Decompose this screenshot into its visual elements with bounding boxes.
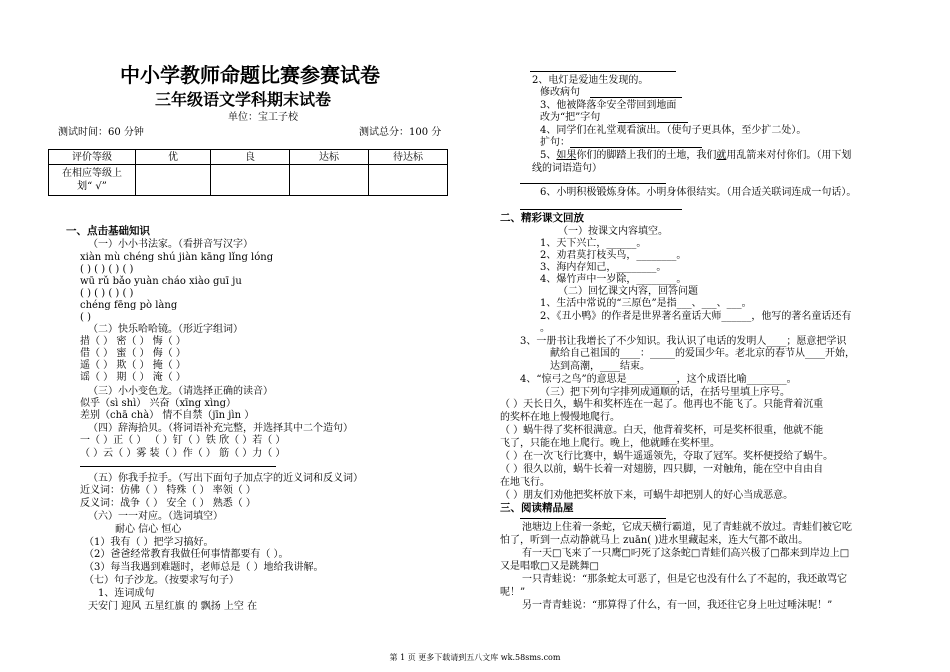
- recall-part-2-title: （二）回忆课文内容，回答问题: [558, 286, 698, 297]
- underlined-word-then: 就: [716, 150, 727, 161]
- recall-question-1[interactable]: 1、生活中常说的“三原色”是指___、___、___。: [540, 298, 752, 309]
- order-sentence-1-cont: 的奖杯在地上慢慢地爬行。: [500, 412, 620, 423]
- word-group-row[interactable]: 措（ ） 密（ ） 悔（ ）: [80, 336, 186, 347]
- pinyin-row-1: xiàn mù chéng shú jiàn kāng lǐng lóng: [80, 252, 274, 263]
- part-3-title: （三）小小变色龙。（请选择正确的读音）: [88, 386, 273, 397]
- question-2-instruction: 修改病句: [540, 87, 580, 98]
- question-5-continued: 线的词语造句）: [532, 163, 602, 174]
- recall-question-3[interactable]: 3、一册书让我增长了不少知识。我认识了电话的发明人____；愿意把学识: [520, 336, 847, 347]
- recall-item-4[interactable]: 4、爆竹声中一岁除，________。: [540, 274, 687, 285]
- recall-question-2-end: 。: [540, 323, 550, 334]
- idiom-row-1[interactable]: 一（ ）正（ ） （ ）钉（ ）铁 欣（ ）若（ ）: [80, 435, 286, 446]
- part-7-title: （七）句子沙龙。（按要求写句子）: [84, 575, 239, 586]
- fill-sentence-1[interactable]: （1）我有（ ）把学习搞好。: [84, 537, 214, 548]
- question-5-text: 你们的脚踏上我们的土地，我们: [576, 150, 717, 161]
- part-4-title: （四）辞海拾贝。（将词语补充完整，并选择其中二个造句）: [88, 423, 353, 434]
- recall-item-1[interactable]: 1、天下兴亡，______。: [540, 238, 647, 249]
- answer-line[interactable]: [570, 147, 702, 148]
- fill-sentence-2[interactable]: （2）爸爸经常教育我做任何事情都要有（ ）。: [84, 549, 289, 560]
- recall-item-3[interactable]: 3、海内存知己，________。: [540, 262, 667, 273]
- school-unit: 单位：宝工子校: [228, 112, 298, 123]
- order-sentence-5[interactable]: （ ）朋友们劝他把奖杯放下来，可蜗牛却把别人的好心当成恶意。: [500, 490, 794, 501]
- test-score: 测试总分：100 分: [359, 127, 442, 138]
- section-1-heading: 一、点击基础知识: [66, 225, 150, 237]
- reading-paragraph-3: 一只青蛙说：“那条蛇太可恶了，但是它也没有什么了不起的，我还敢骂它: [522, 574, 848, 585]
- sentence-task-1: 1、连词成句: [98, 588, 155, 599]
- antonym-row[interactable]: 反义词：战争（ ） 安全（ ） 熟悉（ ）: [80, 498, 256, 509]
- reading-paragraph-3-cont: 呢！”: [500, 587, 526, 598]
- grade-table: [48, 149, 448, 196]
- order-part-title: （三）把下列句字排列成通顺的话，在括号里填上序号。: [540, 387, 790, 398]
- scrambled-words: 天安门 迎风 五星红旗 的 飘扬 上空 在: [88, 601, 258, 612]
- pinyin-row-3: chéng fēng pò làng: [80, 300, 178, 311]
- reading-paragraph-1-cont: 怕了，听到一点动静就马上 zuān( )进水里藏起来，连大气都不敢出。: [500, 535, 809, 546]
- grade-cell-pass[interactable]: [290, 165, 369, 196]
- recall-question-2[interactable]: 2、《丑小鸭》的作者是世界著名童话大师______，他写的著名童话还有: [540, 311, 852, 322]
- pronunciation-row-1[interactable]: 似乎（sì shì） 兴奋（xīng xìng）: [80, 398, 236, 409]
- question-2: 2、电灯是爱迪生发现的。: [532, 75, 649, 86]
- grade-header-pass: 达标: [290, 150, 369, 165]
- recall-question-4[interactable]: 4、“惊弓之鸟”的意思是__________，这个成语比喻________。: [520, 374, 797, 385]
- part-5-title: （五）你我手拉手。（写出下面句子加点字的近义词和反义词）: [88, 473, 363, 484]
- grade-header-good: 良: [211, 150, 290, 165]
- page-footer: 第 1 页 更多下载请到五八文库 wk.58sms.com: [389, 653, 561, 662]
- fill-sentence-3[interactable]: （3）每当我遇到难题时，老师总是（ ）地给我讲解。: [84, 562, 324, 573]
- recall-item-2[interactable]: 2、劝君莫打枝头鸟，________。: [540, 250, 687, 261]
- part-6-title: （六）一一对应。（选词填空）: [88, 511, 223, 522]
- answer-line[interactable]: [590, 97, 682, 98]
- answer-line[interactable]: [520, 209, 682, 210]
- answer-line[interactable]: [618, 122, 688, 123]
- pronunciation-row-2[interactable]: 差别（chā chà） 情不自禁（jīn jìn ）: [80, 410, 255, 421]
- question-3-instruction: 改为“把”字句: [540, 112, 601, 123]
- question-6: 6、小明积极锻炼身体。小明身体很结实。（用合适关联词连成一句话）。: [540, 187, 857, 198]
- grade-row-label-line1: 在相应等级上: [62, 168, 122, 179]
- answer-line[interactable]: [520, 183, 666, 184]
- question-5-number: 5、: [540, 150, 557, 161]
- order-sentence-2-cont: 飞了，只能在地上爬行。晚上，他就睡在奖杯里。: [500, 438, 720, 449]
- grade-header-level: 评价等级: [49, 150, 136, 165]
- pinyin-row-2: wū rǔ bǎo yuàn cháo xiào guī ju: [80, 276, 242, 287]
- answer-line[interactable]: [80, 466, 276, 467]
- part-2-title: （二）快乐哈哈镜。（形近字组词）: [88, 324, 243, 335]
- word-choices: 耐心 信心 恒心: [115, 524, 182, 535]
- reading-paragraph-2: 有一天□飞来了一只鹰□叼死了这条蛇□青蛙们高兴极了□都来到岸边上□: [522, 548, 850, 559]
- grade-cell-pending[interactable]: [369, 165, 448, 196]
- grade-row-label: [49, 165, 136, 196]
- blank-row-1[interactable]: ( ) ( ) ( ) ( ): [80, 264, 134, 275]
- order-sentence-3[interactable]: （ ）在一次飞行比赛中，蜗牛遥遥领先，夺取了冠军。奖杯便授给了蜗牛。: [500, 451, 834, 462]
- section-2-heading: 二、精彩课文回放: [500, 212, 584, 224]
- grade-header-excellent: 优: [136, 150, 211, 165]
- order-sentence-2[interactable]: （ ）蜗牛得了奖杯很满意。白天，他背着奖杯，可是奖杯很重，他就不能: [500, 425, 824, 436]
- grade-header-pending: 待达标: [369, 150, 448, 165]
- reading-paragraph-2-cont: 又是唱歌□又是跳舞□: [500, 561, 599, 572]
- underlined-word-if: 如果: [556, 150, 577, 161]
- order-sentence-4[interactable]: （ ）很久以前，蜗牛长着一对翅膀，四只脚，一对触角，能在空中自由自: [500, 464, 824, 475]
- word-group-row[interactable]: 遥（ ） 欺（ ） 掩（ ）: [80, 360, 186, 371]
- word-group-row[interactable]: 谣（ ） 期（ ） 淹（ ）: [80, 372, 186, 383]
- synonym-row[interactable]: 近义词：仿佛（ ） 特殊（ ） 率领（ ）: [80, 485, 256, 496]
- grade-cell-good[interactable]: [211, 165, 290, 196]
- grade-row-label-line2: 划“ √”: [77, 181, 107, 192]
- order-sentence-4-cont: 在地飞行。: [500, 477, 550, 488]
- reading-paragraph-4: 另一青青蛙说：“那算得了什么，有一回，我还往它身上吐过唾沫呢！”: [522, 600, 833, 611]
- recall-part-1-title: （一）按课文内容填空。: [558, 226, 668, 237]
- idiom-row-2[interactable]: （ ）云（ ）雾 装（ ）作（ ） 筋（ ）力（ ）: [80, 448, 286, 459]
- reading-paragraph-1: 池塘边上住着一条蛇，它成天横行霸道，见了青蛙就不放过。青蛙们被它吃: [522, 522, 852, 533]
- order-sentence-1[interactable]: （ ）天长日久，蜗牛和奖杯连在一起了。他再也不能飞了。只能背着沉重: [500, 399, 824, 410]
- recall-question-3-line3[interactable]: 达到高潮，____结束。: [550, 361, 650, 372]
- question-4: 4、同学们在礼堂观看演出。（使句子更具体，至少扩二处）。: [540, 125, 807, 136]
- recall-question-3-line2[interactable]: 献给自己祖国的____：_____的爱国少年。老北京的春节从____开始，: [550, 348, 855, 359]
- blank-row-2[interactable]: ( ) ( ) ( ) ( ): [80, 288, 134, 299]
- page-subtitle: 三年级语文学科期末试卷: [155, 90, 332, 109]
- question-3: 3、他被降落伞安全带回到地面: [540, 100, 677, 111]
- part-1-title: （一）小小书法家。（看拼音写汉字）: [88, 239, 253, 250]
- answer-line[interactable]: [530, 71, 676, 72]
- word-group-row[interactable]: 借（ ） 蜜（ ） 侮（ ）: [80, 348, 186, 359]
- test-time: 测试时间：60 分钟: [58, 127, 144, 138]
- question-5-instruction: 用乱箭来对付你们。（用下划: [726, 150, 852, 161]
- question-4-instruction: 扩句：: [540, 137, 570, 148]
- page-title: 中小学教师命题比赛参赛试卷: [120, 63, 380, 87]
- answer-line[interactable]: [520, 518, 666, 519]
- blank-row-3[interactable]: ( ): [80, 312, 91, 323]
- question-5: [540, 149, 851, 162]
- grade-cell-excellent[interactable]: [136, 165, 211, 196]
- section-3-heading: 三、阅读精品屋: [500, 502, 574, 514]
